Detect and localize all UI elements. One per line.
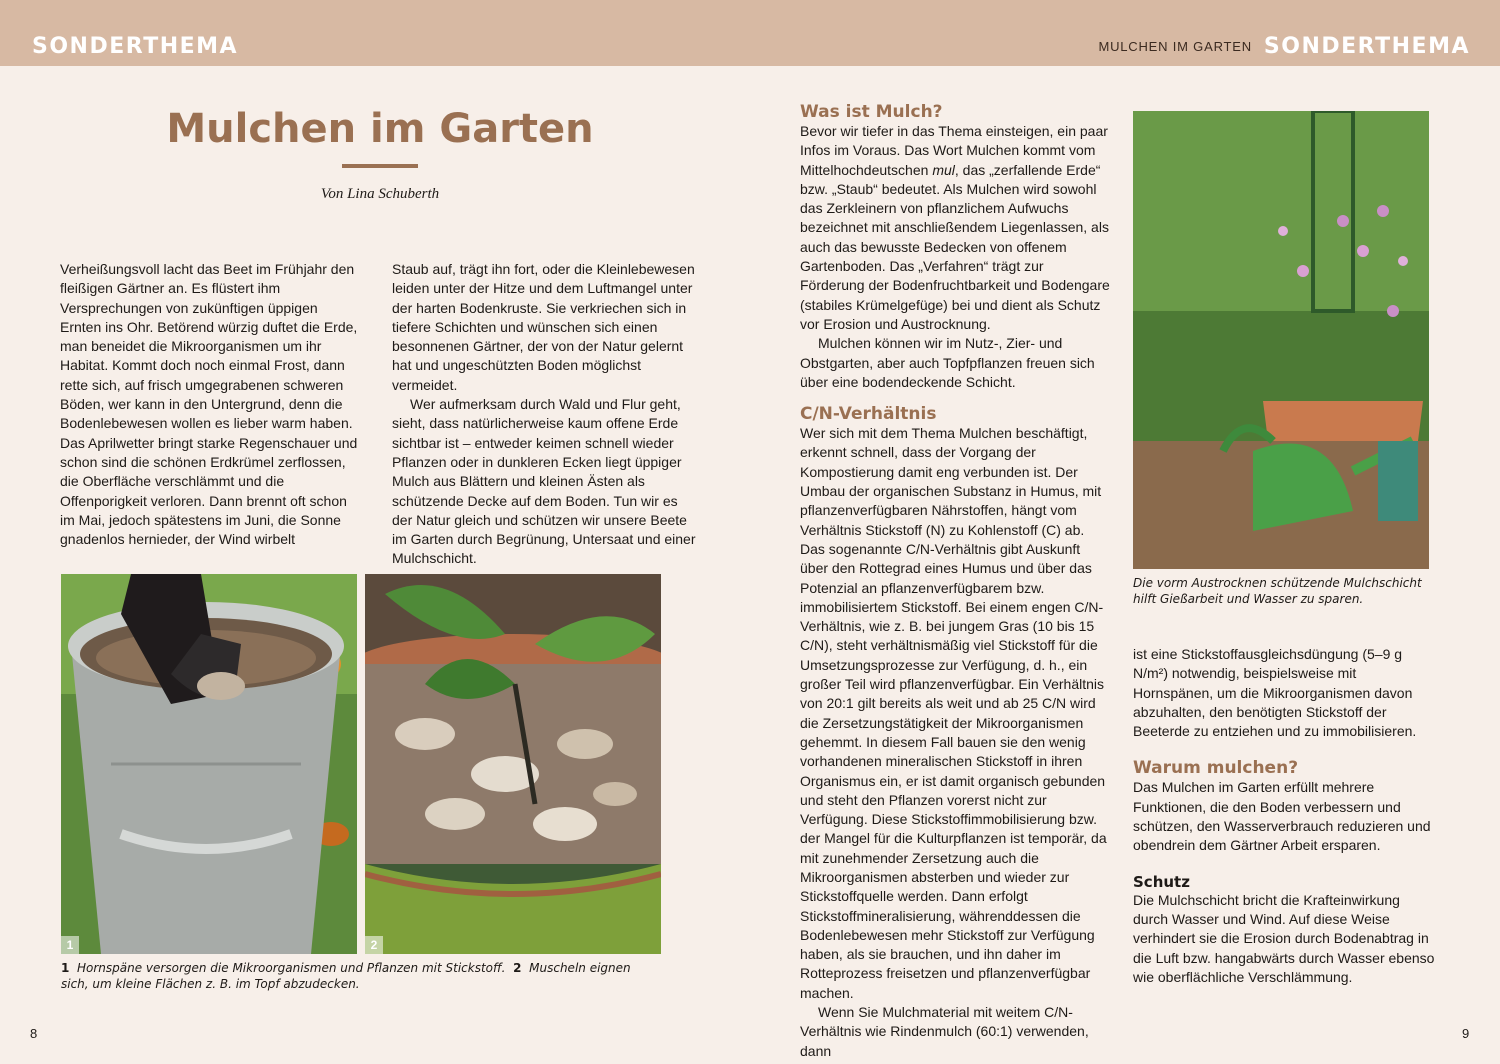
paragraph: Wer aufmerksam durch Wald und Flur geht, sieht, dass natürlicherweise kaum offene Erde sichtbar ist – entweder keimen schnell wieder Pflanzen oder in dunkleren Ecken liegt üppiger Mulch aus Blättern und kleinen Ästen als schützende Decke auf dem Boden. Tun wir es der Natur gleich und schützen wir unsere Beete im Garten durch Begrünung, Untersaat und einer Mulchschicht. [392,396,696,567]
photo-number: 1 [61,936,79,954]
paragraph: ist eine Stickstoffausgleichsdüngung (5–9 g N/m²) notwendig, beispielsweise mit Hornspänen, um die Mikroorganismen davon abzuhalten, den benötigten Stickstoff der Beeterde zu entziehen und zu immobilisieren. [1133,646,1417,740]
photo-garden-watering-can [1133,111,1429,569]
subheading: Schutz [1133,872,1190,891]
section-label-right: SONDERTHEMA [1263,34,1470,59]
photo-hornspaene [61,574,357,954]
header-right [1098,34,1470,59]
page-number-left: 8 [30,1026,38,1041]
paragraph [800,122,1110,334]
paragraph: Wer sich mit dem Thema Mulchen beschäftigt, erkennt schnell, dass der Vorgang der Kompostierung damit eng verbunden ist. Der Umbau der organischen Substanz in Humus, mit pflanzenverfügbaren Nährstoffen, hängt vom Verhältnis Stickstoff (N) zu Kohlenstoff (C) ab. Das sogenannte C/N-Verhältnis gibt Auskunft über den Rottegrad eines Humus und über das Potenzial an pflanzenverfügbarem bzw. immobilisiertem Stickstoff. Bei einem engen C/N-Verhältnis, wie z. B. bei jungem Gras (10 bis 15 C/N), steht verhältnismäßig viel Stickstoff für die Umsetzungsprozesse zur Verfügung, d. h., ein großer Teil wird pflanzenverfügbar. Ein Verhältnis von 20:1 gilt bereits als weit und ab 25 C/N wird die Zersetzungstätigkeit der Mikroorganismen gehemmt. In diesem Fall bauen sie den wenig vorhandenen mineralischen Stickstoff in ihren Organismus ein, er ist damit organisch gebunden und steht den Pflanzen vorerst nicht zur Verfügung. Diese Stickstoffimmobilisierung bzw. der Mangel für die Kulturpflanzen ist temporär, da mit zunehmender Zersetzung auch die Mikroorganismen absterben und wieder zur Stickstoffquelle werden. Dann erfolgt Stickstoffmineralisierung, währenddessen die Bodenlebewesen mehr Stickstoff zur Verfügung haben, als sie brauchen, und ihn daher im Rotteprozess freisetzen und pflanzenverfügbar machen. [800,425,1107,1001]
photo-caption-right: Die vorm Austrocknen schützende Mulchschicht hilft Gießarbeit und Wasser zu sparen. [1133,576,1422,606]
paragraph: Staub auf, trägt ihn fort, oder die Kleinlebewesen leiden unter der Hitze und dem Luftmangel unter der harten Bodenkruste. Sie verkriechen sich in tiefere Schichten und wünschen sich einen besonnenen Gärtner, der von der Natur gelernt hat und ungeschützten Boden möglichst vermeidet. [392,261,695,393]
emphasis: mul [932,161,955,178]
garden-illustration [1133,111,1429,569]
subheading: C/N-Verhältnis [800,404,937,425]
photo-number: 2 [365,936,383,954]
paragraph: Das Mulchen im Garten erfüllt mehrere Funktionen, die den Boden verbessern und schützen, den Wasserverbrauch reduzieren und obendrein dem Gärtner Arbeit ersparen. [1133,779,1431,854]
text-run: Bevor wir tiefer in das Thema einsteigen, ein paar Infos im Voraus. Das Wort Mulchen kommt vom Mittelhochdeutschen [800,123,1108,178]
photo-caption-left [61,960,661,992]
paragraph: Mulchen können wir im Nutz-, Zier- und Obstgarten, aber auch Topfpflanzen freuen sich über eine bodendeckende Schicht. [800,335,1095,390]
left-column-1 [60,260,362,549]
subheading: Was ist Mulch? [800,102,943,122]
caption-number: 2 [513,961,522,975]
running-title: MULCHEN IM GARTEN [1098,39,1252,54]
section-label-left: SONDERTHEMA [32,34,239,59]
article-title: Mulchen im Garten [166,106,594,152]
caption-number: 1 [61,961,70,975]
page-number-right: 9 [1462,1026,1470,1041]
left-column-2 [392,260,700,569]
text-run: , das „zerfallende Erde“ bzw. „Staub“ bedeutet. Als Mulchen wird sowohl das Zerkleinern von pflanzlichem Aufwuchs bezeichnet mit anschließendem Liegenlassen, als auch das bewusste Bedecken von offenem Gartenboden. Das „Verfahren“ trägt zur Förderung der Bodenfruchtbarkeit und Bodengare (stabiles Krümelgefüge) bei und dient als Schutz vor Erosion und Austrocknung. [800,161,1110,332]
right-column-2 [1133,645,1438,987]
paragraph: Wenn Sie Mulchmaterial mit weitem C/N-Verhältnis wie Rindenmulch (60:1) verwenden, dann [800,1004,1089,1059]
title-rule [342,164,418,168]
subheading: Warum mulchen? [1133,758,1299,779]
caption-text: Muscheln eignen sich, um kleine Flächen z. B. im Topf abzudecken. [61,961,631,991]
paragraph: Verheißungsvoll lacht das Beet im Frühjahr den fleißigen Gärtner an. Es flüstert ihm Versprechungen von zukünftigen üppigen Ernten ins Ohr. Betörend würzig duftet die Erde, man beneidet die Mikroorganismen um ihr Habitat. Kommt doch noch einmal Frost, dann rette sich, auf frisch umgegrabenen schweren Böden, wer kann in den Untergrund, denn die Bodenlebewesen wollen es lieber warm haben. Das Aprilwetter bringt starke Regenschauer und schon sind die schönen Erdkrümel zerflossen, die Oberfläche verschlämmt und die Offenporigkeit verloren. Dann brennt oft schon im Mai, jedoch spätestens im Juni, die Sonne gnadenlos hernieder, der Wind wirbelt [60,261,358,548]
caption-text: Hornspäne versorgen die Mikroorganismen und Pflanzen mit Stickstoff. [77,961,506,975]
byline: Von Lina Schuberth [320,186,440,202]
paragraph: Die Mulchschicht bricht die Krafteinwirkung durch Wasser und Wind. Auf diese Weise verhindert sie die Erosion durch Bodenabtrag in die Luft bzw. hangabwärts durch Wasser ebenso wie oberflächliche Verschlämmung. [1133,891,1435,985]
photo-muscheln [365,574,661,954]
right-column-1 [800,102,1110,1061]
shells-pot-illustration [365,574,661,954]
bucket-illustration [61,574,357,954]
header-band [0,0,1500,66]
